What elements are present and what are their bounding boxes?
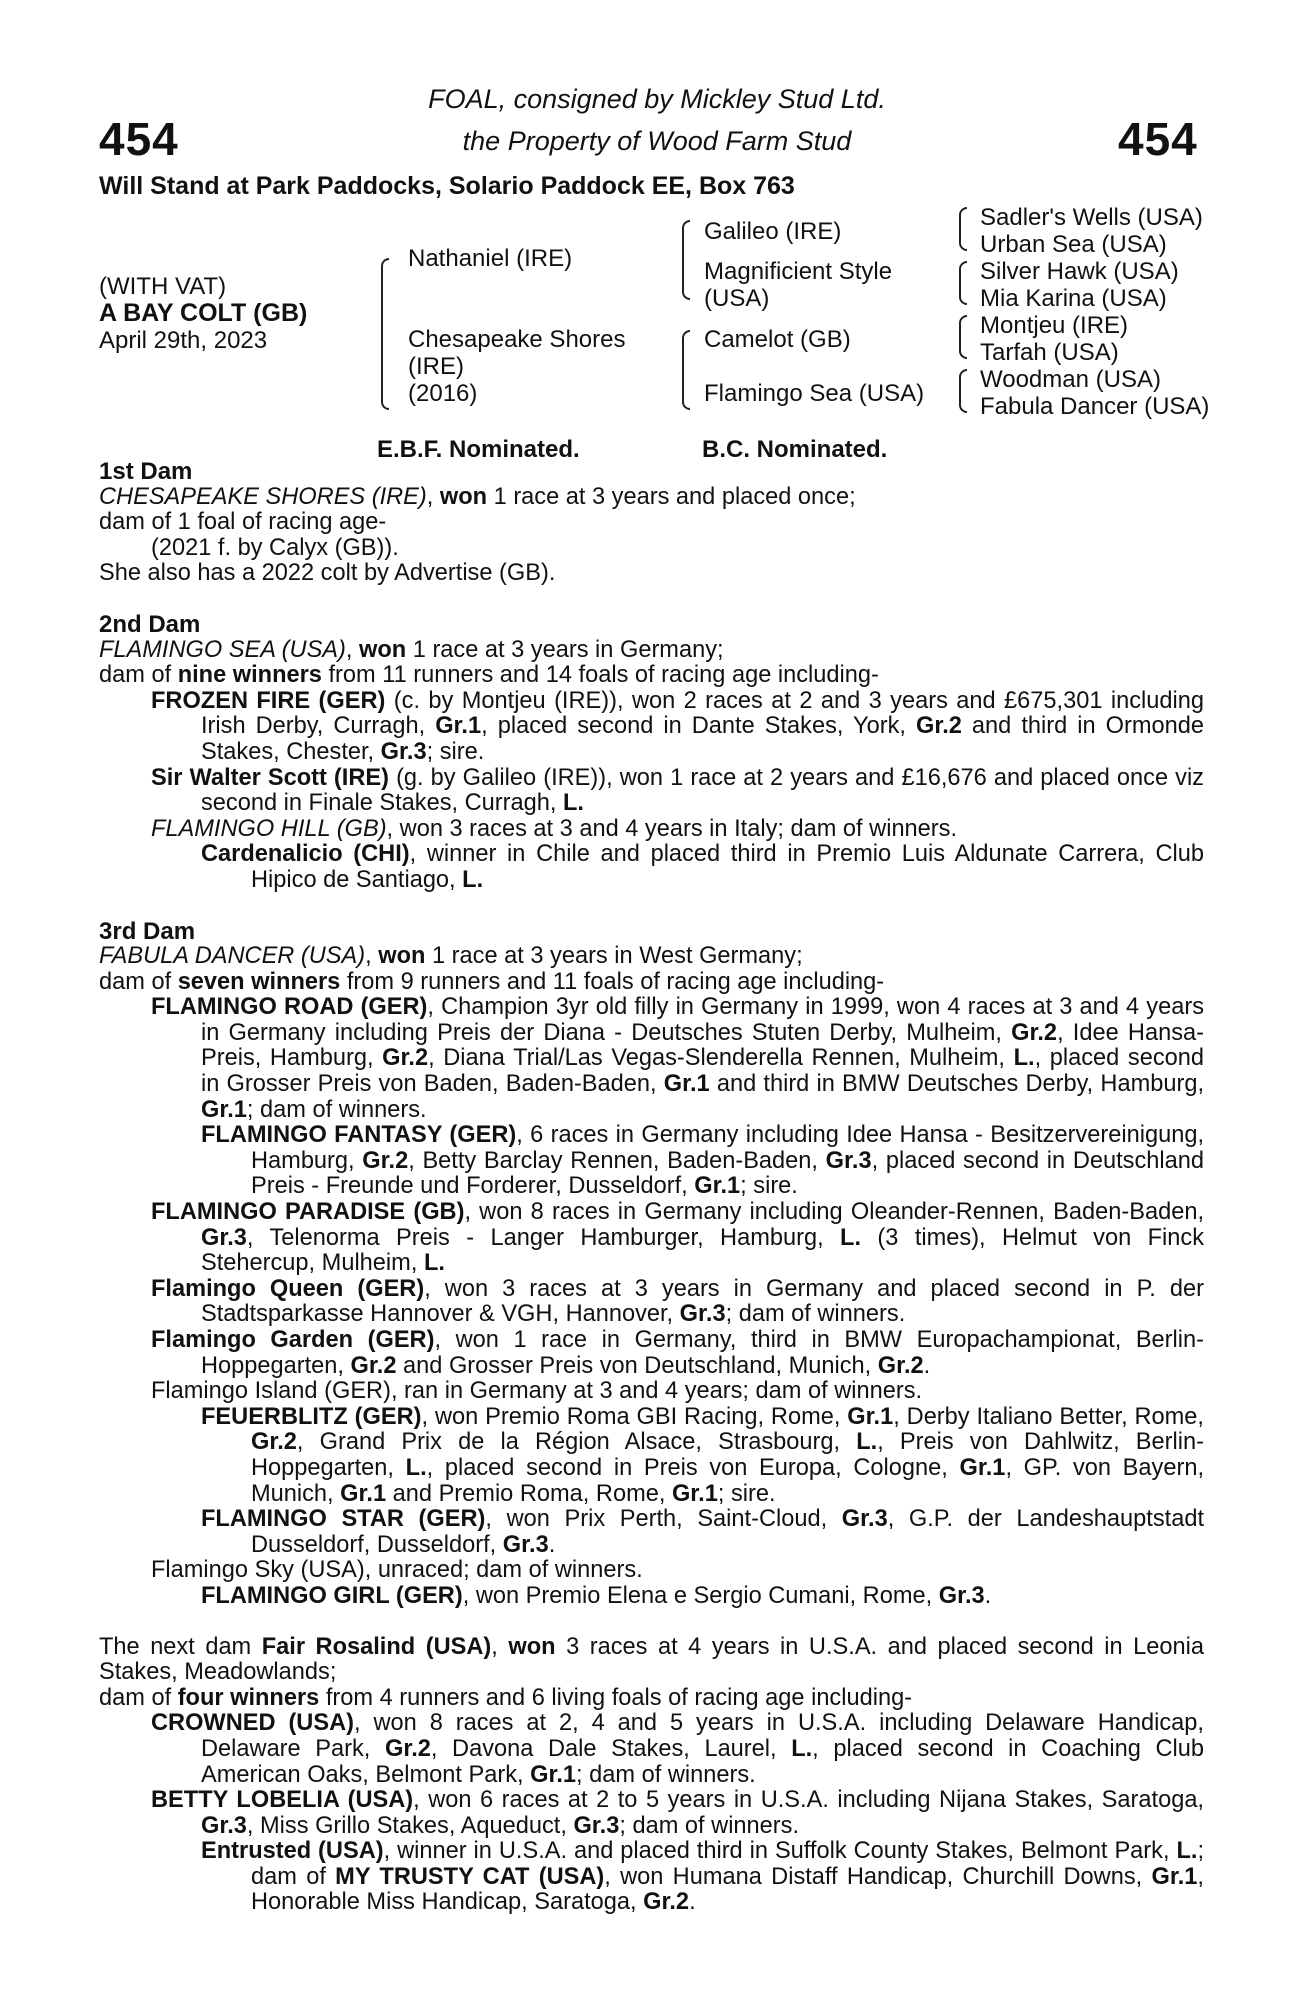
sire: Nathaniel (IRE): [408, 245, 573, 272]
produce-flamingo-island: Flamingo Island (GER), ran in Germany at 3 and 4 years; dam of winners.: [151, 1378, 923, 1405]
grandsire-4: Woodman (USA): [980, 366, 1161, 393]
first-dam-colt-note: She also has a 2022 colt by Advertise (GB).: [99, 560, 556, 587]
grandsire-3: Montjeu (IRE): [980, 312, 1129, 339]
third-dam-heading: 3rd Dam: [99, 917, 196, 945]
sire-sire: Galileo (IRE): [704, 218, 842, 245]
granddam-2: Mia Karina (USA): [980, 285, 1167, 312]
next-dam-produce: dam of four winners from 4 runners and 6 living foals of racing age including-: [99, 1684, 913, 1711]
dam-line2: (IRE): [408, 353, 464, 380]
produce-flamingo-road: FLAMINGO ROAD (GER), Champion 3yr old filly in Germany in 1999, won 4 races at 3 and 4 years in Germany including Preis der Diana - Deutsches Stuten Derby, Mulheim, Gr.2, Idee Hansa-Preis, Hamburg, Gr.2, Diana Trial/Las Vegas-Slenderella Rennen, Mulheim, L., placed second in Grosser Preis von Baden, Baden-Baden, Gr.1 and third in BMW Deutsches Derby, Hamburg, Gr.1; dam of winners.: [151, 994, 1205, 1123]
produce-flamingo-sky: Flamingo Sky (USA), unraced; dam of winners.: [151, 1557, 643, 1584]
sire-dam-line2: (USA): [704, 285, 770, 312]
second-dam-line: FLAMINGO SEA (USA), won 1 race at 3 years in Germany;: [99, 636, 724, 663]
produce-flamingo-fantasy: FLAMINGO FANTASY (GER), 6 races in Germany including Idee Hansa - Besitzervereinigung, Hamburg, Gr.2, Betty Barclay Rennen, Baden-Baden, Gr.3, placed second in Deutschland Preis - Freunde und Forderer, Dusseldorf, Gr.1; sire.: [201, 1122, 1204, 1200]
brace-g4: [959, 369, 967, 413]
foaling-date: April 29th, 2023: [99, 327, 268, 354]
produce-betty-lobelia: BETTY LOBELIA (USA), won 6 races at 2 to 5 years in U.S.A. including Nijana Stakes, Saratoga, Gr.3, Miss Grillo Stakes, Aqueduct, Gr.3; dam of winners.: [151, 1787, 1204, 1839]
colt-name: A BAY COLT (GB): [99, 299, 308, 327]
third-dam-produce: dam of seven winners from 9 runners and 11 foals of racing age including-: [99, 968, 885, 995]
dam-dam: Flamingo Sea (USA): [704, 380, 925, 407]
stand-location: Will Stand at Park Paddocks, Solario Paddock EE, Box 763: [99, 172, 795, 200]
produce-flamingo-paradise: FLAMINGO PARADISE (GB), won 8 races in Germany including Oleander-Rennen, Baden-Baden, Gr.3, Telenorma Preis - Langer Hamburger, Hamburg, L. (3 times), Helmut von Finck Stehercup, Mulheim, L.: [151, 1199, 1205, 1277]
sire-dam-line1: Magnificient Style: [704, 258, 893, 285]
brace-dam-parents: [682, 330, 690, 410]
first-dam-produce: dam of 1 foal of racing age-: [99, 509, 387, 536]
catalogue-text: [99, 459, 1204, 1916]
produce-flamingo-girl: FLAMINGO GIRL (GER), won Premio Elena e Sergio Cumani, Rome, Gr.3.: [201, 1582, 992, 1609]
second-dam-produce: dam of nine winners from 11 runners and 14 foals of racing age including-: [99, 662, 879, 689]
first-dam-line: CHESAPEAKE SHORES (IRE), won 1 race at 3 years and placed once;: [99, 483, 856, 510]
third-dam-line: FABULA DANCER (USA), won 1 race at 3 years in West Germany;: [99, 943, 803, 970]
brace-sire-dam: [381, 258, 389, 410]
next-dam-line: The next dam Fair Rosalind (USA), won 3 races at 4 years in U.S.A. and placed second in Leonia Stakes, Meadowlands;: [99, 1633, 1204, 1686]
produce-entrusted: Entrusted (USA), winner in U.S.A. and placed third in Suffolk County Stakes, Belmont Park, L.; dam of MY TRUSTY CAT (USA), won Humana Distaff Handicap, Churchill Downs, Gr.1, Honorable Miss Handicap, Saratoga, Gr.2.: [201, 1838, 1204, 1916]
granddam-4: Fabula Dancer (USA): [980, 393, 1210, 420]
produce-flamingo-queen: Flamingo Queen (GER), won 3 races at 3 years in Germany and placed second in P. der Stadtsparkasse Hannover & VGH, Hannover, Gr.3; dam of winners.: [151, 1275, 1204, 1328]
lot-number-right: 454: [1118, 113, 1198, 165]
consignor-line: FOAL, consigned by Mickley Stud Ltd.: [428, 84, 886, 114]
produce-cardenalicio: Cardenalicio (CHI), winner in Chile and placed third in Premio Luis Aldunate Carrera, Club Hipico de Santiago, L.: [201, 841, 1204, 893]
ebf-nominated: E.B.F. Nominated.: [377, 436, 580, 463]
dam-line1: Chesapeake Shores: [408, 326, 626, 353]
grandsire-2: Silver Hawk (USA): [980, 258, 1179, 285]
produce-feuerblitz: FEUERBLITZ (GER), won Premio Roma GBI Racing, Rome, Gr.1, Derby Italiano Better, Rome, Gr.2, Grand Prix de la Région Alsace, Strasbourg, L., Preis von Dahlwitz, Berlin-Hoppegarten, L., placed second in Preis von Europa, Cologne, Gr.1, GP. von Bayern, Munich, Gr.1 and Premio Roma, Rome, Gr.1; sire.: [201, 1403, 1204, 1507]
bc-nominated: B.C. Nominated.: [702, 436, 888, 463]
granddam-1: Urban Sea (USA): [980, 231, 1167, 258]
first-dam-foal: (2021 f. by Calyx (GB)).: [151, 534, 399, 561]
granddam-3: Tarfah (USA): [980, 339, 1119, 366]
brace-sire-parents: [682, 220, 690, 300]
produce-frozen-fire: FROZEN FIRE (GER) (c. by Montjeu (IRE)), won 2 races at 2 and 3 years and £675,301 including Irish Derby, Curragh, Gr.1, placed second in Dante Stakes, York, Gr.2 and third in Ormonde Stakes, Chester, Gr.3; sire.: [151, 687, 1204, 765]
brace-g3: [959, 315, 967, 359]
produce-crowned: CROWNED (USA), won 8 races at 2, 4 and 5 years in U.S.A. including Delaware Handicap, Delaware Park, Gr.2, Davona Dale Stakes, Laurel, L., placed second in Coaching Club American Oaks, Belmont Park, Gr.1; dam of winners.: [151, 1710, 1204, 1788]
grandsire-1: Sadler's Wells (USA): [980, 204, 1203, 231]
produce-sir-walter-scott: Sir Walter Scott (IRE) (g. by Galileo (IRE)), won 1 race at 2 years and £16,676 and placed once viz second in Finale Stakes, Curragh, L.: [151, 764, 1204, 817]
vat-note: (WITH VAT): [99, 273, 227, 300]
produce-flamingo-star: FLAMINGO STAR (GER), won Prix Perth, Saint-Cloud, Gr.3, G.P. der Landeshauptstadt Dusseldorf, Dusseldorf, Gr.3.: [201, 1506, 1204, 1558]
dam-line3: (2016): [408, 380, 478, 407]
brace-g2: [959, 261, 967, 305]
lot-number-left: 454: [99, 113, 179, 165]
property-line: the Property of Wood Farm Stud: [462, 126, 852, 156]
second-dam-heading: 2nd Dam: [99, 610, 201, 638]
produce-flamingo-garden: Flamingo Garden (GER), won 1 race in Germany, third in BMW Europachampionat, Berlin-Hoppegarten, Gr.2 and Grosser Preis von Deutschland, Munich, Gr.2.: [151, 1327, 1205, 1379]
first-dam-heading: 1st Dam: [99, 458, 193, 485]
brace-g1: [959, 207, 967, 251]
dam-sire: Camelot (GB): [704, 326, 851, 353]
produce-flamingo-hill: FLAMINGO HILL (GB), won 3 races at 3 and 4 years in Italy; dam of winners.: [151, 815, 958, 842]
